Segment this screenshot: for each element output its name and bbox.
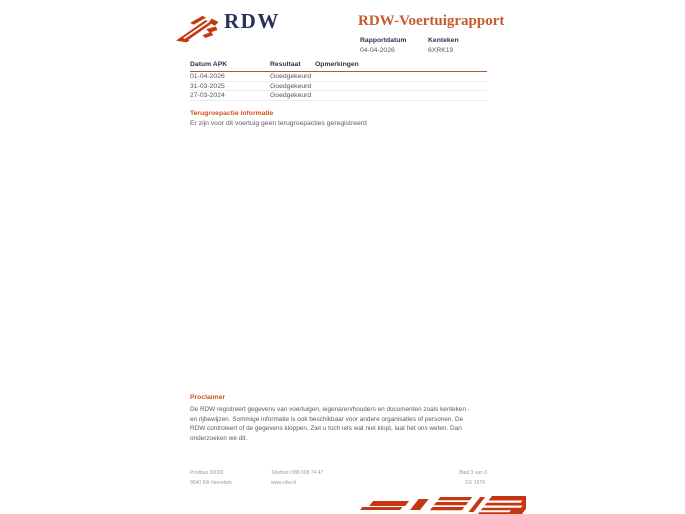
footer-phone: Telefoon 088 008 74 47 — [271, 470, 324, 476]
cell-resultaat: Goedgekeurd — [270, 72, 312, 80]
license-plate-label: Kenteken — [428, 37, 459, 44]
table-row — [190, 72, 487, 82]
footer-pagination — [459, 468, 487, 488]
report-date-value: 04-04-2026 — [360, 46, 395, 54]
recall-section-heading: Terugroepactie informatie — [190, 110, 274, 117]
column-header-opmerkingen: Opmerkingen — [315, 61, 359, 68]
column-header-datum-apk: Datum APK — [190, 61, 228, 68]
footer-form-code: 3 E 1679 — [464, 480, 485, 486]
rdw-eagle-logo-icon — [176, 13, 222, 47]
footer-page-indicator: Blad 3 van 3 — [459, 470, 487, 476]
column-header-resultaat: Resultaat — [270, 61, 301, 68]
report-date-block — [360, 37, 415, 54]
footer-contact — [271, 468, 323, 488]
license-plate-value: 6XRK19 — [428, 46, 454, 54]
rdw-wordmark: RDW — [224, 9, 280, 33]
apk-history-table — [190, 61, 487, 101]
page-title: RDW-Voertuigrapport — [358, 13, 505, 29]
table-row — [190, 91, 487, 101]
disclaimer-heading: Proclaimer — [190, 394, 226, 401]
cell-datum: 01-04-2026 — [190, 72, 225, 80]
page-footer — [190, 468, 487, 488]
cell-datum: 31-03-2025 — [190, 82, 225, 90]
report-date-label: Rapportdatum — [360, 37, 407, 44]
license-plate-block — [428, 37, 470, 54]
cell-resultaat: Goedgekeurd — [270, 92, 312, 100]
table-header-row — [190, 61, 487, 72]
disclaimer-text: De RDW registreert gegevens van voertuigen, eigenaren/houders en documenten zoals kenteken - en rijbewijzen. Sommige informatie is ook beschikbaar voor andere organisaties of personen. De RDW controleert of de gegevens kloppen. Ziet u toch iets wat niet klopt, laat het ons weten. Dan onderzoeken we dit. — [190, 406, 470, 443]
footer-website: www.rdw.nl — [271, 480, 297, 486]
cell-resultaat: Goedgekeurd — [270, 82, 312, 90]
recall-section-text: Er zijn voor dit voertuig geen terugroepacties geregistreerd — [190, 119, 367, 127]
footer-city: 9640 RA Veendam — [190, 480, 232, 486]
footer-address — [190, 468, 232, 488]
table-row — [190, 82, 487, 92]
footer-postbus: Postbus 30000 — [190, 470, 224, 476]
cell-datum: 27-03-2024 — [190, 92, 225, 100]
report-meta — [360, 37, 483, 54]
rdw-stripes-graphic-icon — [359, 496, 526, 514]
